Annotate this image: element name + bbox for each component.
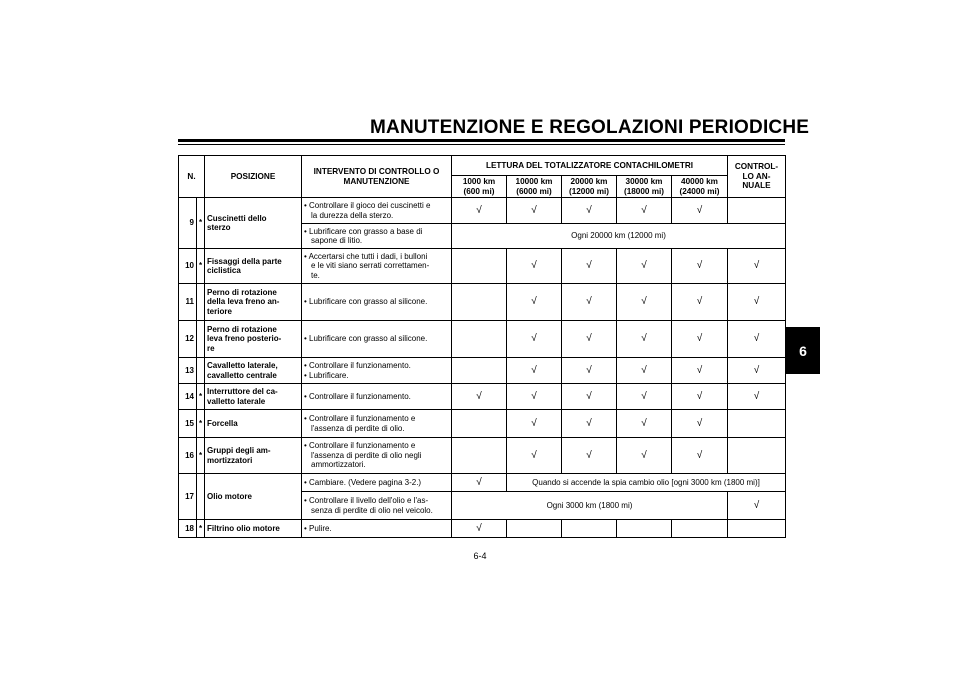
row-position: Perno di rotazione leva freno posterio- re bbox=[205, 321, 302, 358]
header-interval-4: 30000 km (18000 mi) bbox=[617, 176, 672, 198]
check-mark: √ bbox=[452, 520, 507, 538]
table-row bbox=[179, 249, 786, 284]
table-row bbox=[179, 438, 786, 474]
check-mark: √ bbox=[562, 284, 617, 321]
check-mark: √ bbox=[507, 384, 562, 410]
header-interval-2: 10000 km (6000 mi) bbox=[507, 176, 562, 198]
row-position: Cuscinetti dello sterzo bbox=[205, 198, 302, 249]
row-action: • Lubrificare con grasso al silicone. bbox=[302, 284, 452, 321]
check-mark: √ bbox=[617, 358, 672, 384]
check-mark: √ bbox=[728, 321, 786, 358]
check-mark: √ bbox=[672, 321, 728, 358]
row-position: Olio motore bbox=[205, 474, 302, 520]
star-mark bbox=[197, 321, 205, 358]
empty-cell bbox=[507, 520, 562, 538]
row-action: • Controllare il funzionamento. • Lubrificare. bbox=[302, 358, 452, 384]
check-mark: √ bbox=[617, 249, 672, 284]
header-interval-1: 1000 km (600 mi) bbox=[452, 176, 507, 198]
empty-cell bbox=[728, 438, 786, 474]
empty-cell bbox=[728, 520, 786, 538]
row-position: Fissaggi della parte ciclistica bbox=[205, 249, 302, 284]
row-action: • Controllare il gioco dei cuscinetti e la durezza della sterzo. bbox=[302, 198, 452, 224]
check-mark: √ bbox=[562, 358, 617, 384]
row-position: Filtrino olio motore bbox=[205, 520, 302, 538]
table-row bbox=[179, 384, 786, 410]
maintenance-table bbox=[178, 155, 786, 538]
empty-cell bbox=[562, 520, 617, 538]
check-mark: √ bbox=[617, 438, 672, 474]
table-row bbox=[179, 284, 786, 321]
empty-cell bbox=[452, 438, 507, 474]
row-action: • Controllare il funzionamento e l'assenza di perdite di olio negli ammortizzatori. bbox=[302, 438, 452, 474]
row-number: 10 bbox=[179, 249, 197, 284]
row-action: • Accertarsi che tutti i dadi, i bulloni e le viti siano serrati correttamen- te. bbox=[302, 249, 452, 284]
check-mark: √ bbox=[562, 249, 617, 284]
check-mark: √ bbox=[507, 198, 562, 224]
row-action: • Controllare il funzionamento. bbox=[302, 384, 452, 410]
star-mark: * bbox=[197, 249, 205, 284]
star-mark: * bbox=[197, 410, 205, 438]
star-mark: * bbox=[197, 198, 205, 249]
check-mark: √ bbox=[562, 198, 617, 224]
check-mark: √ bbox=[562, 438, 617, 474]
check-mark: √ bbox=[452, 474, 507, 492]
check-mark: √ bbox=[507, 358, 562, 384]
header-intervention: INTERVENTO DI CONTROLLO O MANUTENZIONE bbox=[302, 156, 452, 198]
check-mark: √ bbox=[672, 284, 728, 321]
check-mark: √ bbox=[452, 384, 507, 410]
row-action: • Pulire. bbox=[302, 520, 452, 538]
table-row bbox=[179, 198, 786, 224]
page-number: 6-4 bbox=[473, 551, 487, 561]
check-mark: √ bbox=[672, 410, 728, 438]
table-row bbox=[179, 520, 786, 538]
check-mark: √ bbox=[507, 438, 562, 474]
empty-cell bbox=[452, 410, 507, 438]
star-mark bbox=[197, 358, 205, 384]
table-row bbox=[179, 474, 786, 492]
check-mark: √ bbox=[728, 358, 786, 384]
check-mark: √ bbox=[672, 438, 728, 474]
check-mark: √ bbox=[562, 410, 617, 438]
chapter-tab: 6 bbox=[786, 327, 820, 374]
check-mark: √ bbox=[728, 284, 786, 321]
star-mark: * bbox=[197, 384, 205, 410]
empty-cell bbox=[617, 520, 672, 538]
row-number: 12 bbox=[179, 321, 197, 358]
row-action: • Controllare il livello dell'olio e l'as- senza di perdite di olio nel veicolo. bbox=[302, 492, 452, 520]
empty-cell bbox=[672, 520, 728, 538]
check-mark: √ bbox=[507, 284, 562, 321]
empty-cell bbox=[452, 284, 507, 321]
empty-cell bbox=[728, 198, 786, 224]
check-mark: √ bbox=[562, 384, 617, 410]
check-mark: √ bbox=[617, 384, 672, 410]
row-action: • Lubrificare con grasso al silicone. bbox=[302, 321, 452, 358]
check-mark: √ bbox=[507, 410, 562, 438]
check-mark: √ bbox=[728, 384, 786, 410]
check-mark: √ bbox=[617, 410, 672, 438]
check-mark: √ bbox=[507, 249, 562, 284]
title-rule-thin bbox=[178, 144, 785, 145]
star-mark: * bbox=[197, 438, 205, 474]
row-position: Gruppi degli am- mortizzatori bbox=[205, 438, 302, 474]
empty-cell bbox=[452, 358, 507, 384]
check-mark: √ bbox=[672, 249, 728, 284]
check-mark: √ bbox=[562, 321, 617, 358]
check-mark: √ bbox=[728, 249, 786, 284]
star-mark bbox=[197, 474, 205, 520]
row-number: 17 bbox=[179, 474, 197, 520]
row-position: Perno di rotazione della leva freno an- teriore bbox=[205, 284, 302, 321]
header-n: N. bbox=[179, 156, 205, 198]
interval-note: Ogni 3000 km (1800 mi) bbox=[452, 492, 728, 520]
row-action: • Cambiare. (Vedere pagina 3-2.) bbox=[302, 474, 452, 492]
interval-note: Ogni 20000 km (12000 mi) bbox=[452, 224, 786, 249]
check-mark: √ bbox=[672, 358, 728, 384]
empty-cell bbox=[452, 321, 507, 358]
check-mark: √ bbox=[728, 492, 786, 520]
row-number: 13 bbox=[179, 358, 197, 384]
title-rule-thick bbox=[178, 139, 785, 142]
row-number: 9 bbox=[179, 198, 197, 249]
row-position: Forcella bbox=[205, 410, 302, 438]
row-number: 16 bbox=[179, 438, 197, 474]
empty-cell bbox=[452, 249, 507, 284]
check-mark: √ bbox=[617, 284, 672, 321]
header-annual: CONTROL-LO AN-NUALE bbox=[728, 156, 786, 198]
header-position: POSIZIONE bbox=[205, 156, 302, 198]
check-mark: √ bbox=[617, 321, 672, 358]
header-interval-5: 40000 km (24000 mi) bbox=[672, 176, 728, 198]
check-mark: √ bbox=[507, 321, 562, 358]
table-row bbox=[179, 321, 786, 358]
row-number: 11 bbox=[179, 284, 197, 321]
check-mark: √ bbox=[617, 198, 672, 224]
empty-cell bbox=[728, 410, 786, 438]
table-row bbox=[179, 410, 786, 438]
row-action: • Controllare il funzionamento e l'assenza di perdite di olio. bbox=[302, 410, 452, 438]
header-odometer: LETTURA DEL TOTALIZZATORE CONTACHILOMETRI bbox=[452, 156, 728, 176]
row-number: 14 bbox=[179, 384, 197, 410]
check-mark: √ bbox=[672, 384, 728, 410]
star-mark bbox=[197, 284, 205, 321]
header-interval-3: 20000 km (12000 mi) bbox=[562, 176, 617, 198]
check-mark: √ bbox=[672, 198, 728, 224]
check-mark: √ bbox=[452, 198, 507, 224]
row-position: Cavalletto laterale, cavalletto centrale bbox=[205, 358, 302, 384]
row-number: 15 bbox=[179, 410, 197, 438]
table-row bbox=[179, 358, 786, 384]
row-action: • Lubrificare con grasso a base di sapone di litio. bbox=[302, 224, 452, 249]
row-number: 18 bbox=[179, 520, 197, 538]
row-position: Interruttore del ca- valletto laterale bbox=[205, 384, 302, 410]
page-title: MANUTENZIONE E REGOLAZIONI PERIODICHE bbox=[370, 117, 810, 138]
interval-note: Quando si accende la spia cambio olio [ogni 3000 km (1800 mi)] bbox=[507, 474, 786, 492]
star-mark: * bbox=[197, 520, 205, 538]
